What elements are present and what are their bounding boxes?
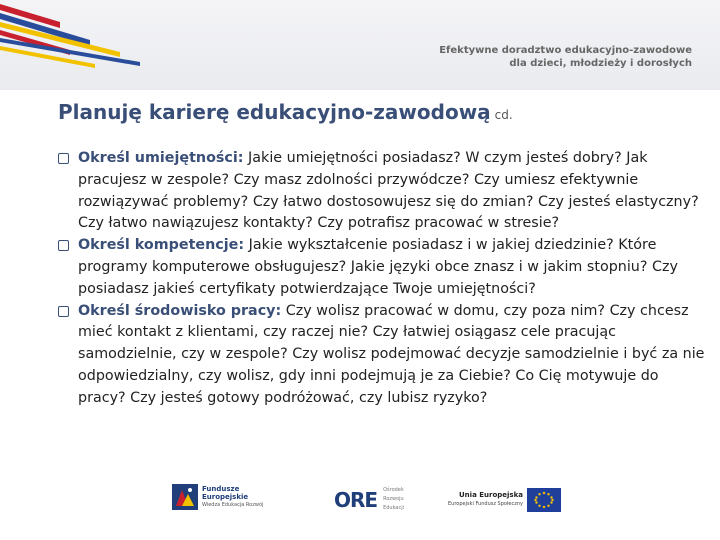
- item-heading: Określ kompetencje:: [78, 237, 245, 254]
- ue-line-2: Europejski Fundusz Społeczny: [448, 501, 523, 507]
- fundusze-europejskie-icon: [172, 484, 198, 510]
- checkbox-bullet-icon: [58, 306, 69, 317]
- ore-line-1: Ośrodek: [383, 487, 404, 493]
- ue-line-1: Unia Europejska: [459, 491, 523, 499]
- header-band: [0, 0, 720, 90]
- ore-line-3: Edukacji: [383, 505, 404, 511]
- ore-mark: ORE: [334, 487, 378, 512]
- ore-text: [383, 486, 404, 513]
- checkbox-bullet-icon: [58, 153, 69, 164]
- list-item: [58, 235, 708, 300]
- ore-logo: [334, 486, 404, 513]
- decorative-stripes-icon: [0, 0, 170, 70]
- program-brand: [439, 44, 692, 70]
- fundusze-europejskie-logo: [172, 484, 263, 510]
- slide-content: [58, 148, 708, 410]
- slide-title-suffix: cd.: [494, 108, 513, 122]
- fe-line-2: Europejskie: [202, 493, 249, 501]
- brand-line-1: Efektywne doradztwo edukacyjno-zawodowe: [439, 45, 692, 56]
- unia-europejska-logo: [448, 488, 561, 512]
- fundusze-europejskie-text: [202, 485, 263, 509]
- item-text: Czy wolisz pracować w domu, czy poza nim? Czy chcesz mieć kontakt z klientami, czy raczej nie? Czy łatwiej osiągasz cele pracując samodzielnie, czy w zespole? Czy wolisz podejmować decyzje samodzielnie i być za nie odpowiedzialny, czy wolisz, gdy inni podejmują je za Ciebie? Co Cię motywuje do pracy? Czy jesteś gotowy podróżować, czy lubisz ryzyko?: [78, 302, 705, 406]
- item-text: Jakie umiejętności posiadasz? W czym jesteś dobry? Jak pracujesz w zespole? Czy masz zdolności przywódcze? Czy umiesz efektywnie rozwiązywać problemy? Czy łatwo dostosowujesz się do zmian? Czy jesteś elastyczny? Czy łatwo nawiązujesz kontakty? Czy potrafisz pracować w stresie?: [78, 150, 699, 232]
- checkbox-bullet-icon: [58, 240, 69, 251]
- unia-europejska-text: [448, 491, 523, 509]
- item-heading: Określ środowisko pracy:: [78, 302, 282, 319]
- ore-line-2: Rozwoju: [383, 496, 404, 502]
- eu-flag-icon: [527, 488, 561, 512]
- slide-title-text: Planuję karierę edukacyjno-zawodową: [58, 100, 491, 124]
- brand-line-2: dla dzieci, młodzieży i dorosłych: [509, 58, 692, 69]
- footer-logos: [0, 470, 720, 540]
- fe-line-3: Wiedza Edukacja Rozwój: [202, 502, 264, 508]
- item-text: Jakie wykształcenie posiadasz i w jakiej dziedzinie? Które programy komputerowe obsługujesz? Jakie języki obce znasz i w jakim stopniu? Czy posiadasz jakieś certyfikaty potwierdzające Twoje umiejętności?: [78, 237, 678, 297]
- fe-line-1: Fundusze: [202, 485, 240, 493]
- slide-title: [58, 100, 513, 124]
- list-item: [58, 148, 708, 235]
- item-heading: Określ umiejętności:: [78, 150, 244, 166]
- list-item: [58, 301, 708, 410]
